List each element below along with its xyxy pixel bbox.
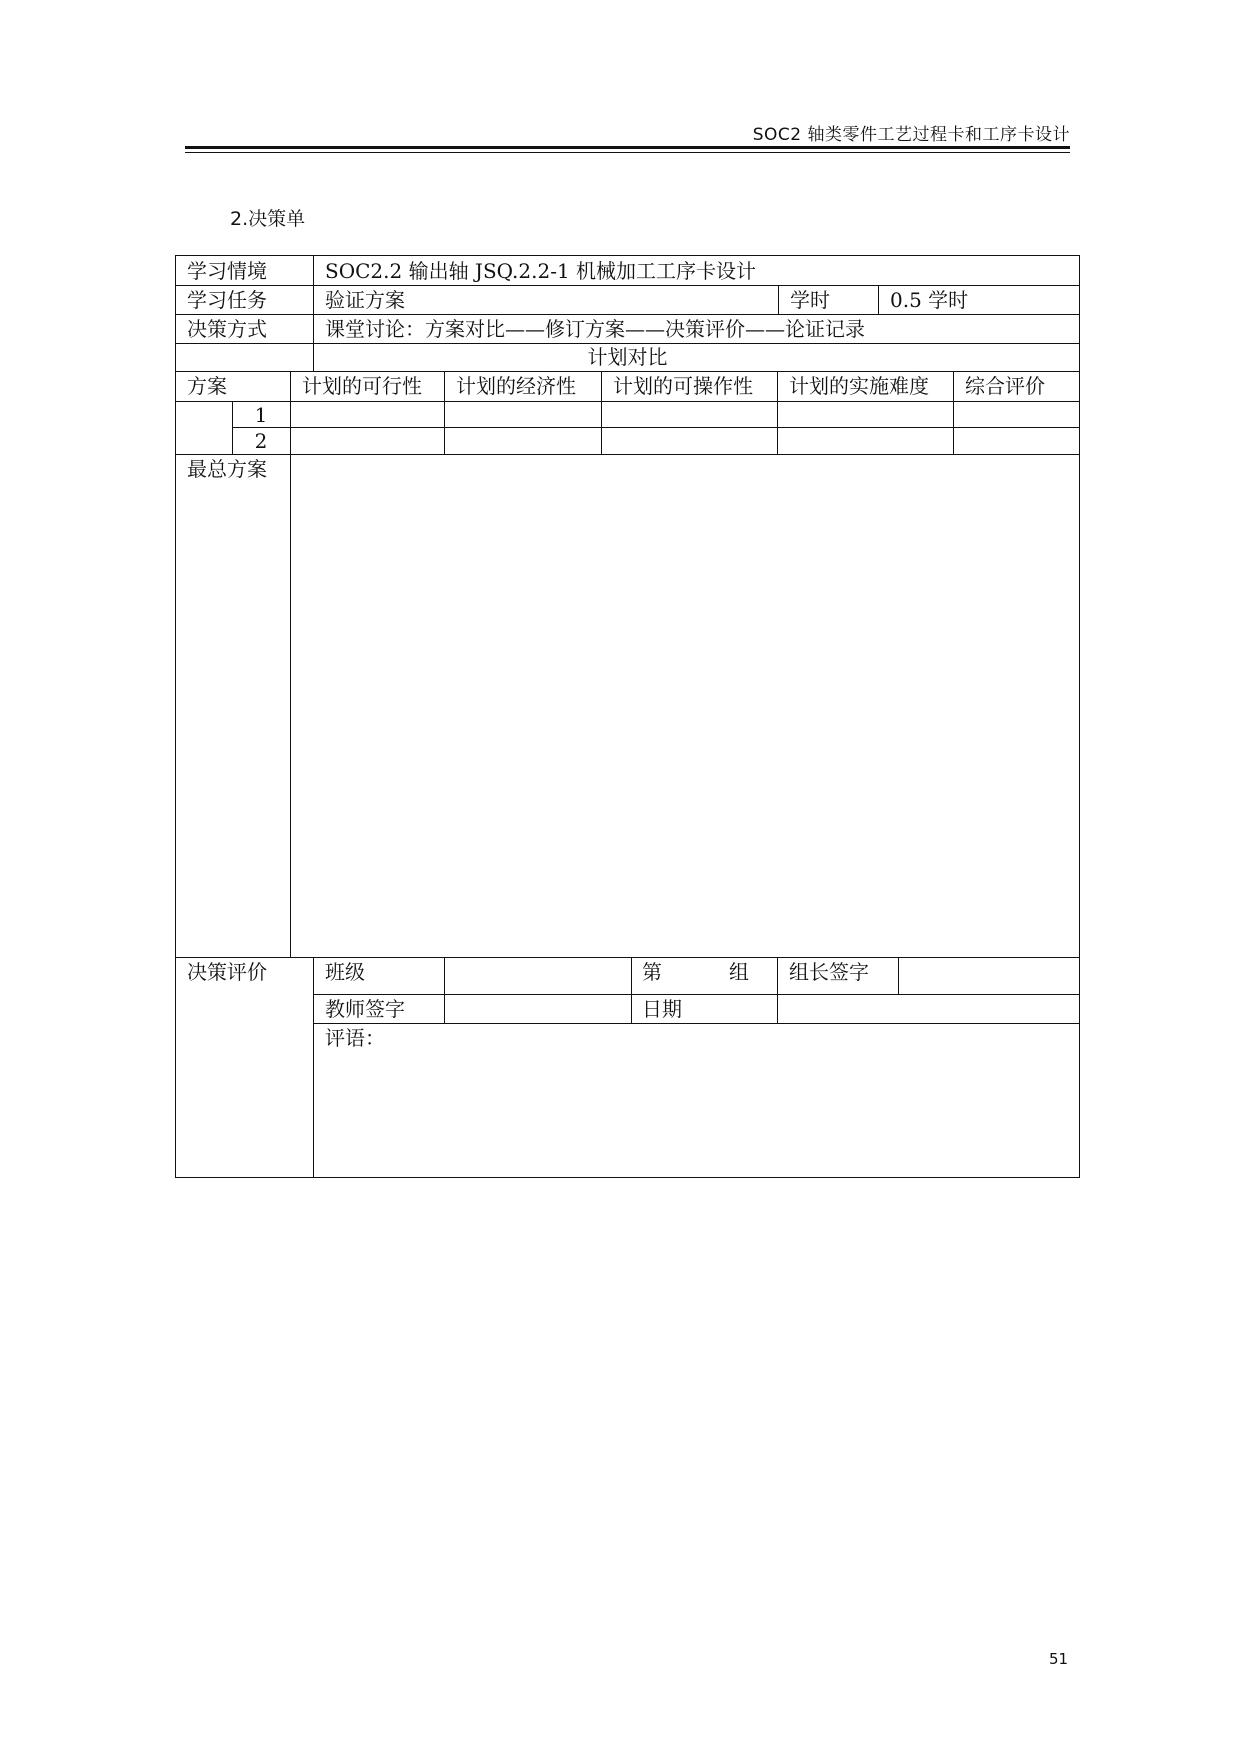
column-divider xyxy=(444,957,445,1023)
column-divider xyxy=(878,285,879,314)
row-divider xyxy=(176,314,1079,315)
hours-value: 0.5 学时 xyxy=(890,288,969,312)
comment-label: 评语： xyxy=(325,1026,385,1050)
method-value: 课堂讨论：方案对比——修订方案——决策评价——论证记录 xyxy=(325,317,865,341)
column-divider xyxy=(631,957,632,1023)
teacher-sign-label: 教师签字 xyxy=(325,997,405,1021)
header-difficulty: 计划的实施难度 xyxy=(789,374,929,398)
header-rule-thin xyxy=(185,152,1070,153)
decision-form-table xyxy=(175,255,1080,1178)
header-rule-thick xyxy=(185,146,1070,149)
hours-label: 学时 xyxy=(790,288,830,312)
row-divider xyxy=(176,285,1079,286)
group-label-left: 第 xyxy=(642,960,662,984)
row-divider xyxy=(176,371,1079,372)
row-divider xyxy=(313,994,1079,995)
column-divider xyxy=(777,371,778,454)
running-header-title: SOC2 轴类零件工艺过程卡和工序卡设计 xyxy=(752,125,1070,145)
column-divider xyxy=(898,957,899,994)
row-divider xyxy=(313,1023,1079,1024)
column-divider xyxy=(313,957,314,1177)
header-operability: 计划的可操作性 xyxy=(613,374,753,398)
final-plan-label: 最总方案 xyxy=(187,457,267,481)
header-feasibility: 计划的可行性 xyxy=(302,374,422,398)
header-overall: 综合评价 xyxy=(965,374,1045,398)
plan-row-number: 2 xyxy=(254,429,268,453)
column-divider xyxy=(290,371,291,957)
group-label-right: 组 xyxy=(729,960,749,984)
situation-label: 学习情境 xyxy=(187,259,267,283)
row-divider xyxy=(176,401,1079,402)
plan-row-number: 1 xyxy=(254,403,268,427)
row-divider xyxy=(232,427,1079,428)
method-label: 决策方式 xyxy=(187,317,267,341)
column-divider xyxy=(778,285,779,314)
column-divider xyxy=(777,957,778,1023)
evaluation-label: 决策评价 xyxy=(187,960,267,984)
leader-sign-label: 组长签字 xyxy=(789,960,869,984)
column-divider xyxy=(601,371,602,454)
date-label: 日期 xyxy=(642,997,682,1021)
row-divider xyxy=(176,454,1079,455)
row-divider xyxy=(176,343,1079,344)
section-heading: 2.决策单 xyxy=(230,208,306,230)
class-label: 班级 xyxy=(325,960,365,984)
task-label: 学习任务 xyxy=(187,288,267,312)
page-number: 51 xyxy=(1049,1650,1069,1668)
row-divider xyxy=(176,957,1079,958)
situation-value: SOC2.2 输出轴 JSQ.2.2-1 机械加工工序卡设计 xyxy=(325,259,757,283)
header-economy: 计划的经济性 xyxy=(456,374,576,398)
column-divider xyxy=(953,371,954,454)
plan-compare-title: 计划对比 xyxy=(587,345,668,369)
header-plan: 方案 xyxy=(187,374,227,398)
task-value: 验证方案 xyxy=(325,288,405,312)
column-divider xyxy=(444,371,445,454)
